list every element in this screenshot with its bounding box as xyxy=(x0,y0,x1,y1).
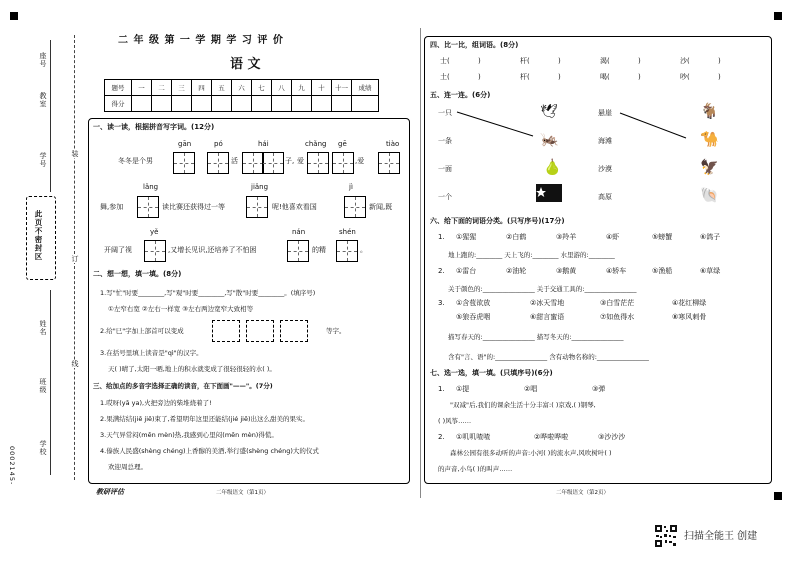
pinyin: yě xyxy=(150,228,159,236)
q4-word: 吵( xyxy=(680,73,690,81)
pinyin: tiào xyxy=(386,140,400,148)
q2-item1: 1.写"忙"时要________,写"观"时要________,写"散"时要________。(填序号) xyxy=(100,289,316,297)
pinyin: chǎng xyxy=(305,140,327,148)
sidebar-label-class: 班级 xyxy=(39,378,47,394)
q1-text: 呢!他喜欢看国 xyxy=(272,203,317,211)
score-cell: 八 xyxy=(272,80,292,96)
char-box[interactable] xyxy=(378,152,400,174)
q6-option: ⑤螃蟹 xyxy=(652,233,673,241)
corner-mark xyxy=(10,12,18,20)
scanner-watermark: 扫描全能王 创建 xyxy=(684,531,758,542)
score-input[interactable] xyxy=(232,96,252,112)
q1-text: 新闻,既 xyxy=(369,203,393,211)
q1-text: ,又增长见识,还培养了不怕困 xyxy=(168,246,257,254)
q4-word: ) xyxy=(478,73,481,81)
score-table xyxy=(104,79,379,112)
q7-option: ②哗啦哗啦 xyxy=(534,433,569,441)
footer-brand: 教研评估 xyxy=(96,488,124,496)
q6-option: 1. xyxy=(438,233,445,241)
score-cell: 成绩 xyxy=(352,80,379,96)
q7-text[interactable]: ( )风筝…… xyxy=(438,417,472,425)
sidebar-label-school: 学校 xyxy=(39,440,47,456)
q6-option: ③羚羊 xyxy=(556,233,577,241)
char-box[interactable] xyxy=(173,152,195,174)
connection-line[interactable] xyxy=(455,108,535,138)
q2-item2-tail: 等字。 xyxy=(326,327,346,335)
score-cell: 题号 xyxy=(105,80,132,96)
q7-text[interactable]: 森林公园有很多动听的声音:小河( )的流水声,风吹树叶( ) xyxy=(450,449,612,457)
q6-option: ②白鹤 xyxy=(506,233,527,241)
q6-option: ⑧寒风刺骨 xyxy=(672,313,707,321)
pinyin: jì xyxy=(349,183,353,191)
q3-item: 4.傣族人民盛(shèng chéng)上香醇的美酒,举行盛(shèng chéng)大的仪式 xyxy=(100,447,319,455)
q7-option: 2. xyxy=(438,433,445,441)
q5-left-item: 一只 xyxy=(438,109,452,117)
q6-fill[interactable]: 描写春天的:________________ 描写冬天的:________________ xyxy=(448,333,624,341)
char-box[interactable] xyxy=(307,152,329,174)
char-box[interactable] xyxy=(344,196,366,218)
no-seal-zone-label: 此页不密封区 xyxy=(34,210,43,261)
q6-option: 3. xyxy=(438,299,445,307)
score-input[interactable] xyxy=(172,96,192,112)
char-box[interactable] xyxy=(332,152,354,174)
q4-word: 喝( xyxy=(600,73,610,81)
q4-title: 四、比一比，组词语。(8分) xyxy=(430,41,519,49)
q6-option: 2. xyxy=(438,267,445,275)
insect-icon: 🦗 xyxy=(540,130,559,148)
sheep-icon: 🐐 xyxy=(700,102,719,120)
q4-word: 沙( xyxy=(680,57,690,65)
score-cell: 十 xyxy=(312,80,332,96)
sidebar-label-seat: 座号 xyxy=(39,52,47,68)
q1-text: 。 xyxy=(360,246,367,254)
qr-code-icon xyxy=(654,524,678,548)
q7-text[interactable]: "双减"后,我们的课余生活十分丰富:( )京戏,( )钢琴, xyxy=(450,401,596,409)
pinyin: gān xyxy=(178,140,192,148)
corner-mark xyxy=(774,492,782,500)
pinyin: nán xyxy=(292,228,306,236)
q3-title: 三、给加点的多音字选择正确的读音，在下面画"——"。(7分) xyxy=(93,382,273,390)
q3-item: 1.哎呀(yā ya),火把旁边的柴堆烧着了! xyxy=(100,399,212,407)
seal-mark: 装 xyxy=(71,150,79,158)
q6-option: ②油轮 xyxy=(506,267,527,275)
q1-text: 子, xyxy=(285,157,295,165)
score-cell: 二 xyxy=(152,80,172,96)
q1-text: 活 xyxy=(231,157,238,165)
q4-word: 土( xyxy=(440,73,450,81)
q6-option: ⑤渔船 xyxy=(652,267,673,275)
q1-text: 读比赛还获得过一等 xyxy=(162,203,225,211)
sidebar-label-id: 学号 xyxy=(39,152,47,168)
q7-option: ②唱 xyxy=(524,385,538,393)
q4-word: ) xyxy=(478,57,481,65)
q6-option: ③鹅黄 xyxy=(556,267,577,275)
q6-option: ⑥甜言蜜语 xyxy=(530,313,565,321)
footer-page2: 二年级语文（第2页） xyxy=(556,490,609,496)
q6-option: ③白雪茫茫 xyxy=(600,299,635,307)
pinyin: hái xyxy=(258,140,269,148)
q4-word: ) xyxy=(558,57,561,65)
q4-word: ) xyxy=(558,73,561,81)
q3-item-tail: 欢迎周总理。 xyxy=(108,463,147,471)
q6-fill[interactable]: 含有"言、语"的:________________ 含有动物名称的:________________ xyxy=(448,353,649,361)
sidebar-label-room: 教室 xyxy=(39,92,47,108)
answer-box[interactable] xyxy=(246,320,274,342)
q4-word: 士( xyxy=(440,57,450,65)
pinyin: shén xyxy=(339,228,356,236)
q5-right-item: 悬崖 xyxy=(598,109,612,117)
q6-title: 六、给下面的词语分类。(只写序号)(17分) xyxy=(430,217,565,225)
q6-option: ⑥草绿 xyxy=(700,267,721,275)
score-cell: 十一 xyxy=(332,80,352,96)
score-input[interactable] xyxy=(252,96,272,112)
pinyin: gē xyxy=(338,140,347,148)
char-box[interactable] xyxy=(262,152,284,174)
q5-right-item: 高原 xyxy=(598,193,612,201)
pinyin: lǎng xyxy=(143,183,159,191)
score-input[interactable] xyxy=(292,96,312,112)
score-input[interactable] xyxy=(352,96,379,112)
sidebar-field xyxy=(50,368,51,423)
center-fold xyxy=(420,28,421,498)
q6-fill[interactable]: 关于颜色的:________________ 关于交通工具的:________________ xyxy=(448,285,637,293)
serial-number: 0002145- xyxy=(8,446,16,486)
q2-title: 二、想一想，填一填。(8分) xyxy=(93,270,182,278)
q4-word: 杆( xyxy=(520,73,530,81)
q1-text: 舞,参加 xyxy=(100,203,124,211)
q7-title: 七、选一选，填一填。(只填序号)(6分) xyxy=(430,369,553,377)
score-value-row xyxy=(105,96,379,112)
sidebar-label-name: 姓名 xyxy=(39,320,47,336)
score-cell: 三 xyxy=(172,80,192,96)
flag-icon xyxy=(536,184,562,202)
q3-item: 2.果满结结(jiē jiē)束了,希望明年这里还能结(jié jiē)出这么甜美的果实。 xyxy=(100,415,309,423)
corner-mark xyxy=(774,12,782,20)
q4-word: ) xyxy=(718,73,721,81)
q7-text[interactable]: 的声音,小鸟( )的叫声…… xyxy=(438,465,513,473)
q6-option: ⑦如鱼得水 xyxy=(600,313,635,321)
score-header-row xyxy=(105,80,379,96)
q6-option: ⑥鸽子 xyxy=(700,233,721,241)
score-input[interactable] xyxy=(272,96,292,112)
right-page-frame xyxy=(424,36,772,484)
q6-option: ④花红柳绿 xyxy=(672,299,707,307)
q5-title: 五、连一连。(6分) xyxy=(430,91,491,99)
q1-text: 开阔了视 xyxy=(104,246,132,254)
q6-option: ④虾 xyxy=(606,233,620,241)
q7-option: ①叽叽喳喳 xyxy=(456,433,491,441)
score-cell: 四 xyxy=(192,80,212,96)
score-input[interactable] xyxy=(212,96,232,112)
char-box[interactable] xyxy=(287,240,309,262)
q5-left-item: 一条 xyxy=(438,137,452,145)
connection-line[interactable] xyxy=(618,110,688,142)
q6-option: ⑤狼吞虎咽 xyxy=(456,313,491,321)
score-input[interactable] xyxy=(152,96,172,112)
sidebar-field xyxy=(50,290,51,370)
char-box[interactable] xyxy=(336,240,358,262)
pinyin: pó xyxy=(214,140,223,148)
score-cell: 七 xyxy=(252,80,272,96)
q1-text: 的精 xyxy=(312,246,326,254)
q5-left-item: 一个 xyxy=(438,193,452,201)
q6-option: ①含苞欲放 xyxy=(456,299,491,307)
score-cell: 六 xyxy=(232,80,252,96)
seal-mark: 订 xyxy=(71,255,79,263)
eagle-icon: 🦅 xyxy=(700,158,719,176)
q5-right-item: 海滩 xyxy=(598,137,612,145)
q3-item: 3.天气异常闷(mēn mèn)热,我感到心里闷(mēn mèn)得慌。 xyxy=(100,431,278,439)
q1-title: 一、读一读，根据拼音写字词。(12分) xyxy=(93,123,215,131)
q2-item3: 3.在括号里填上读音是"qì"的汉字。 xyxy=(100,349,203,357)
sidebar-field xyxy=(50,40,51,90)
q1-text: 爱 xyxy=(297,157,304,165)
score-input[interactable] xyxy=(312,96,332,112)
q7-option: 1. xyxy=(438,385,445,393)
q2-item1-options: ①左窄右宽 ②左右一样宽 ③左右两边宽窄大致相等 xyxy=(108,305,254,313)
bird-icon: 🕊 xyxy=(540,104,558,120)
q7-option: ①提 xyxy=(456,385,470,393)
q2-item3-fill: 天( )晴了,太阳一晒,地上的积水就变成了很轻很轻的水( )。 xyxy=(108,365,276,373)
gourd-icon: 🍐 xyxy=(543,158,562,176)
pinyin: jiǎng xyxy=(251,183,269,191)
sidebar-field xyxy=(50,132,51,192)
q4-word: 渴( xyxy=(600,57,610,65)
char-box[interactable] xyxy=(242,152,264,174)
char-box[interactable] xyxy=(207,152,229,174)
shell-icon: 🐚 xyxy=(700,186,719,204)
char-box[interactable] xyxy=(246,196,268,218)
q1-text: ,爱 xyxy=(355,157,365,165)
q4-word: ) xyxy=(638,57,641,65)
score-cell: 一 xyxy=(132,80,152,96)
q6-option: ①雷台 xyxy=(456,267,477,275)
footer-page1: 二年级语文（第1页） xyxy=(216,490,269,496)
score-cell: 得分 xyxy=(105,96,132,112)
char-box[interactable] xyxy=(144,240,166,262)
seal-mark: 线 xyxy=(71,360,79,368)
q5-left-item: 一面 xyxy=(438,165,452,173)
score-cell: 九 xyxy=(292,80,312,96)
q4-word: ) xyxy=(638,73,641,81)
q2-item2: 2.给"巳"字加上部首可以变成 xyxy=(100,327,184,335)
q1-text: 冬冬是个男 xyxy=(118,157,153,165)
q4-word: ) xyxy=(718,57,721,65)
q6-option: ④轿车 xyxy=(606,267,627,275)
camel-icon: 🐪 xyxy=(700,130,719,148)
q4-word: 杆( xyxy=(520,57,530,65)
subject-title: 语 文 xyxy=(230,57,261,72)
q7-option: ③弹 xyxy=(592,385,606,393)
char-box[interactable] xyxy=(137,196,159,218)
score-input[interactable] xyxy=(132,96,152,112)
q7-option: ③沙沙沙 xyxy=(598,433,626,441)
q6-fill[interactable]: 地上跑的:________ 天上飞的:________ 水里游的:________ xyxy=(448,251,615,259)
sidebar-field xyxy=(50,420,51,475)
answer-box[interactable] xyxy=(280,320,308,342)
score-input[interactable] xyxy=(192,96,212,112)
q6-option: ②冰天雪地 xyxy=(530,299,565,307)
q5-right-item: 沙漠 xyxy=(598,165,612,173)
score-cell: 五 xyxy=(212,80,232,96)
score-input[interactable] xyxy=(332,96,352,112)
sidebar-field xyxy=(50,88,51,133)
grade-title: 二 年 级 第 一 学 期 学 习 评 价 xyxy=(118,35,284,46)
answer-box[interactable] xyxy=(212,320,240,342)
q6-option: ①猩猩 xyxy=(456,233,477,241)
